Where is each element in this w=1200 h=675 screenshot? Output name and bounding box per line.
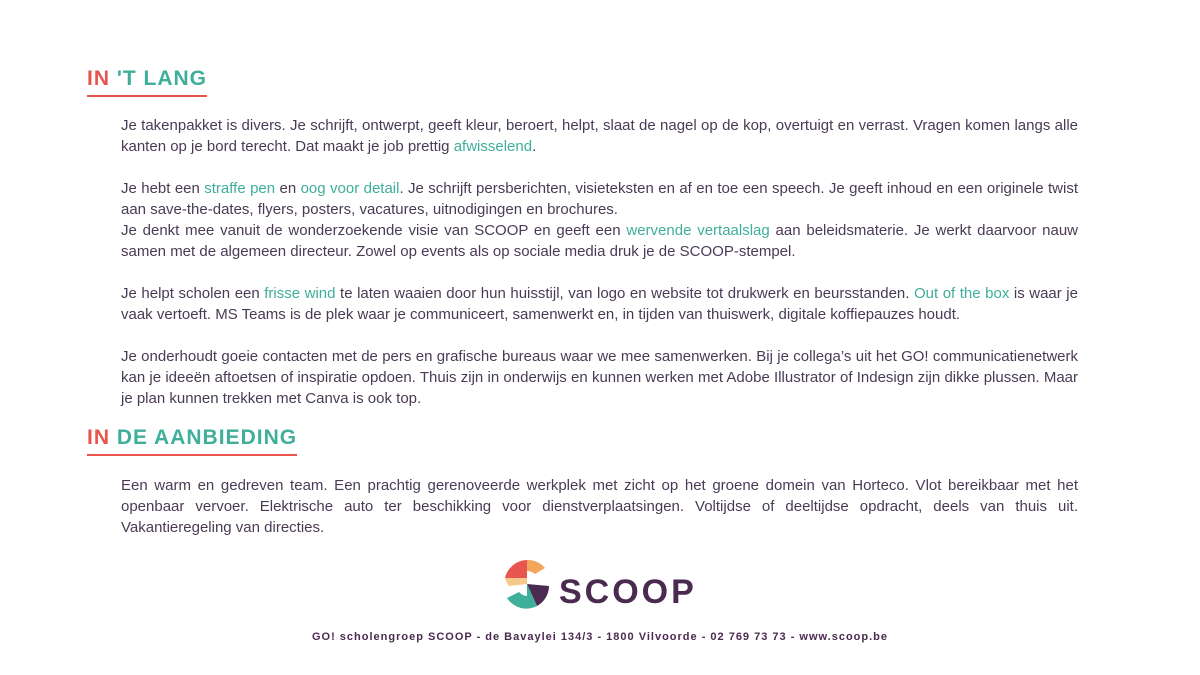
text: Je denkt mee vanuit de wonderzoekende visie van SCOOP en geeft een: [121, 222, 627, 239]
section-heading-in-de-aanbieding: [87, 426, 297, 456]
logo-wordmark: SCOOP: [559, 573, 697, 611]
highlight: wervende vertaalslag: [626, 222, 770, 239]
section2-body: [121, 475, 1078, 538]
highlight: afwisselend: [453, 138, 533, 155]
highlight: frisse wind: [264, 285, 336, 302]
paragraph: [121, 178, 1078, 220]
scoop-s-logo-icon: [497, 556, 557, 610]
highlight: Out of the box: [913, 285, 1010, 302]
text: te laten waaien door hun huisstijl, van logo en website tot drukwerk en beursstanden.: [335, 285, 914, 302]
highlight: oog voor detail: [300, 180, 400, 197]
heading-prefix: IN: [87, 426, 110, 449]
highlight: straffe pen: [204, 180, 276, 197]
heading-prefix: IN: [87, 67, 110, 90]
paragraph: [121, 283, 1078, 325]
footer-contact: GO! scholengroep SCOOP - de Bavaylei 134/3 - 1800 Vilvoorde - 02 769 73 73 - www.scoop.be: [311, 631, 889, 643]
paragraph: [121, 115, 1078, 157]
paragraph: Een warm en gedreven team. Een prachtig gerenoveerde werkplek met zicht op het groene domein van Horteco. Vlot bereikbaar met het openbaar vervoer. Elektrische auto ter beschikking voor dienstverplaatsingen. Voltijdse of deeltijdse opdracht, deels van thuis uit. Vakantieregeling van directies.: [121, 477, 1078, 536]
heading-title: DE AANBIEDING: [110, 426, 298, 449]
text: Je hebt een: [121, 180, 205, 197]
text: en: [275, 180, 301, 197]
text: Je takenpakket is divers. Je schrijft, ontwerpt, geeft kleur, beroert, helpt, slaat de nagel op de kop, overtuigt en verrast. Vragen komen langs alle kanten op je bord terecht. Dat maakt je job prettig: [121, 117, 1078, 155]
section1-body: [121, 115, 1078, 409]
text: is waar je vaak vertoeft. MS Teams is de plek waar je communiceert, samenwerkt en, in tijden van thuiswerk, digitale koffiepauzes houdt.: [121, 285, 1078, 323]
section-heading-in-t-lang: [87, 67, 207, 97]
text: . Je schrijft persberichten, visieteksten en af en toe een speech. Je geeft inhoud en een originele twist aan save-the-dates, flyers, posters, vacatures, uitnodigingen en brochures.: [121, 180, 1078, 218]
text: aan beleidsmaterie. Je werkt daarvoor nauw samen met de algemeen directeur. Zowel op events als op sociale media druk je de SCOOP-stempel.: [121, 222, 1078, 260]
text: Je helpt scholen een: [121, 285, 265, 302]
paragraph: Je onderhoudt goeie contacten met de pers en grafische bureaus waar we mee samenwerken. Bij je collega’s uit het GO! communicatienetwerk kan je ideeën aftoetsen of inspiratie opdoen. Thuis zijn in onderwijs en kunnen werken met Adobe Illustrator of Indesign zijn dikke plussen. Maar je plan kunnen trekken met Canva is ook top.: [121, 348, 1078, 407]
heading-title: 'T LANG: [110, 67, 207, 90]
paragraph: [121, 220, 1078, 262]
text: .: [532, 138, 537, 155]
